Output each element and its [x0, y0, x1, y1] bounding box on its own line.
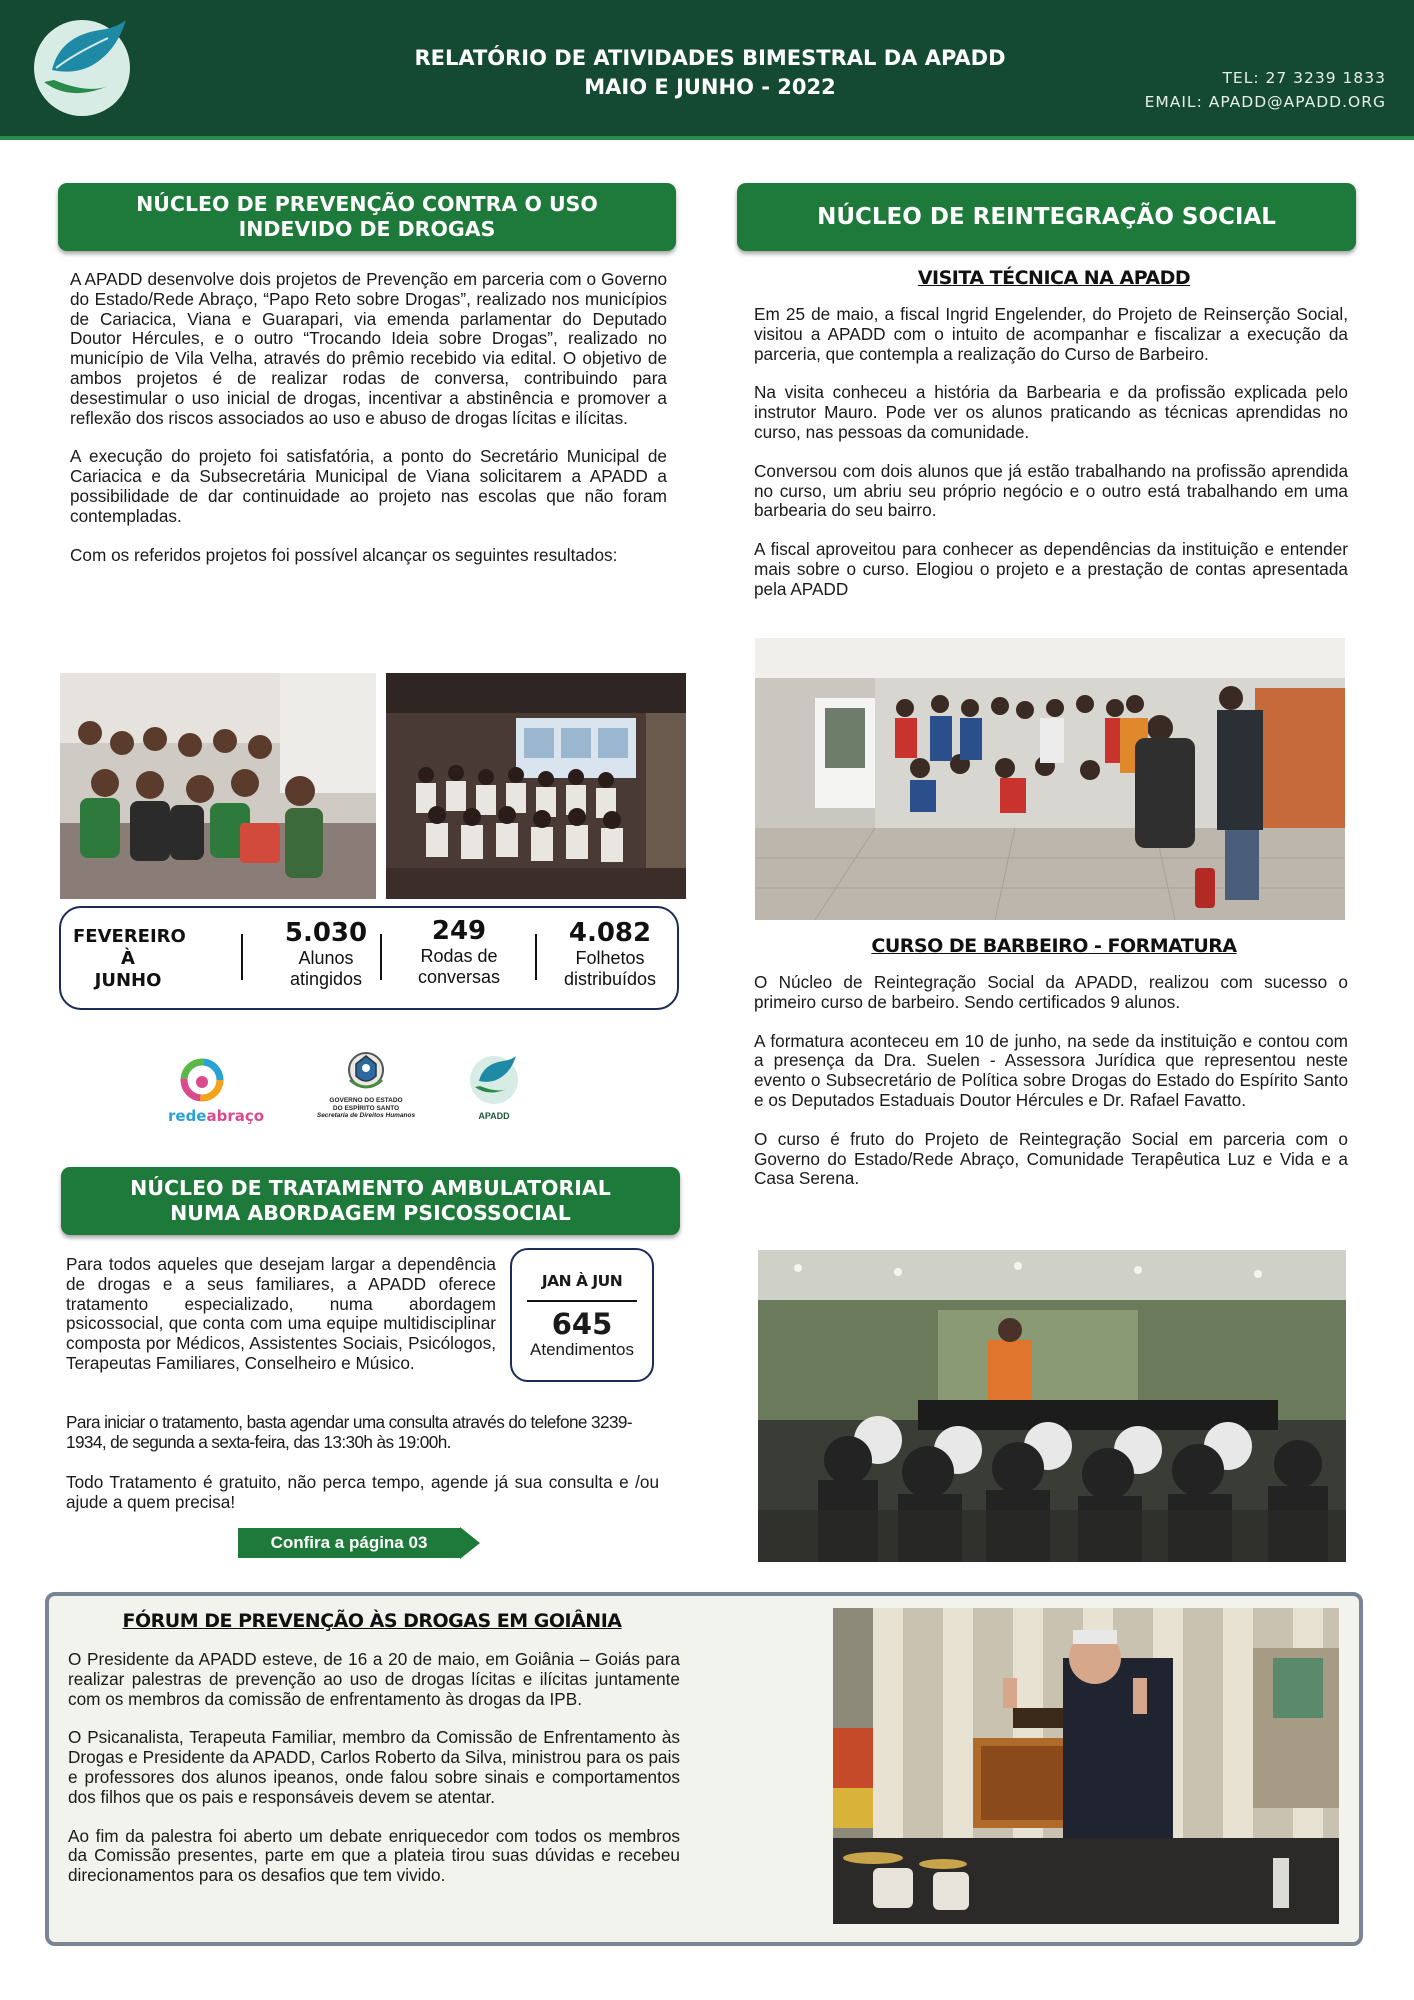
prevencao-text — [70, 270, 667, 565]
curso-barbeiro-text — [754, 973, 1348, 1189]
visita-paragraph-2: Na visita conheceu a história da Barbearia e da profissão explicada pelo instrutor Mauro. Pode ver os alunos praticando as técnicas aprendidas no curso, nas pessoas da comunidade. — [754, 382, 1348, 442]
ambulatorial-paragraph-3: Todo Tratamento é gratuito, não perca tempo, agende já sua consulta e /ou ajude a quem precisa! — [66, 1472, 659, 1512]
ambulatorial-banner-line2: NUMA ABORDAGEM PSICOSSOCIAL — [170, 1201, 571, 1225]
governo-es-text2: DO ESPÍRITO SANTO — [332, 1104, 400, 1112]
curso-paragraph-3: O curso é fruto do Projeto de Reintegração Social em parceria com o Governo do Estado/Rede Abraço, Comunidade Terapêutica Luz e Vida e a Casa Serena. — [754, 1128, 1348, 1189]
stat-divider — [535, 934, 537, 980]
governo-es-text1: GOVERNO DO ESTADO — [329, 1097, 403, 1104]
report-title — [320, 44, 1100, 102]
rede-abraco-text-b: abraço — [206, 1107, 265, 1125]
stat-period-line1: FEVEREIRO — [73, 926, 186, 947]
stat-divider — [380, 934, 382, 980]
atendimentos-period: JAN À JUN — [541, 1272, 623, 1290]
stat-alunos-label2: atingidos — [289, 969, 363, 989]
apadd-small-logo-text: APADD — [478, 1111, 510, 1121]
prevencao-banner — [58, 183, 676, 251]
stat-alunos-label1: Alunos — [298, 948, 354, 968]
header-divider — [0, 136, 1414, 140]
prevencao-results-box — [59, 906, 679, 1010]
forum-paragraph-2: O Psicanalista, Terapeuta Familiar, membro da Comissão de Enfrentamento às Drogas e Presidente da APADD, Carlos Roberto da Silva, ministrou para os pais e professores dos alunos ipeanos, onde falou sobre sinais e comportamentos dos filhos que os pais e responsáveis devem se atentar. — [68, 1727, 680, 1807]
forum-paragraph-1: O Presidente da APADD esteve, de 16 a 20 de maio, em Goiânia – Goiás para realizar palestras de prevenção ao uso de drogas lícitas e ilícitas juntamente com os membros da comissão de enfrentamento às drogas da IPB. — [68, 1649, 680, 1709]
email-text: EMAIL: APADD@APADD.ORG — [1144, 93, 1386, 111]
forum-speaker-photo — [833, 1608, 1339, 1924]
forum-heading: FÓRUM DE PREVENÇÃO ÀS DROGAS EM GOIÂNIA — [122, 1610, 622, 1632]
stat-period — [73, 926, 186, 992]
apadd-logo-icon — [30, 16, 134, 120]
barbearia-visita-photo — [755, 638, 1345, 920]
stat-rodas-label1: Rodas de — [420, 946, 498, 966]
stat-folhetos-value: 4.082 — [568, 918, 652, 948]
stat-alunos-value: 5.030 — [284, 918, 368, 948]
apadd-small-logo — [466, 1054, 522, 1126]
stat-folhetos — [545, 918, 675, 990]
rede-abraco-text-a: rede — [168, 1107, 207, 1125]
visita-tecnica-text — [754, 305, 1348, 600]
prevencao-paragraph-3: Com os referidos projetos foi possível alcançar os seguintes resultados: — [70, 544, 618, 565]
stat-rodas-value: 249 — [431, 916, 487, 946]
stat-period-line2: À — [121, 948, 135, 969]
confira-pagina-button[interactable]: Confira a página 03 — [238, 1528, 460, 1558]
governo-es-text3: Secretaria de Direitos Humanos — [316, 1112, 416, 1119]
stat-rodas-label2: conversas — [417, 967, 501, 987]
curso-paragraph-1: O Núcleo de Reintegração Social da APADD, realizou com sucesso o primeiro curso de barbeiro. Sendo certificados 9 alunos. — [754, 972, 1348, 1012]
ambulatorial-banner — [61, 1167, 680, 1235]
visita-paragraph-3: Conversou com dois alunos que já estão trabalhando na profissão aprendida no curso, um abriu seu próprio negócio e o outro está trabalhando em uma barbearia do seu bairro. — [754, 460, 1348, 521]
prevencao-banner-line1: NÚCLEO DE PREVENÇÃO CONTRA O USO — [136, 192, 598, 216]
stat-period-line3: JUNHO — [94, 970, 162, 991]
classroom-photo-1 — [60, 673, 376, 899]
ambulatorial-banner-line1: NÚCLEO DE TRATAMENTO AMBULATORIAL — [130, 1176, 611, 1200]
phone-text: TEL: 27 3239 1833 — [1222, 69, 1386, 87]
ambulatorial-text-1 — [66, 1255, 496, 1374]
atendimentos-box — [510, 1248, 654, 1382]
title-line-2: MAIO E JUNHO - 2022 — [584, 75, 836, 99]
curso-paragraph-2: A formatura aconteceu em 10 de junho, na sede da instituição e contou com a presença da Dra. Suelen - Assessora Jurídica que representou neste evento o Subsecretário de Política sobre Drogas do Estado do Espírito Santo e os Deputados Estaduais Doutor Hércules e Dr. Rafael Favatto. — [754, 1030, 1348, 1110]
reintegracao-banner — [737, 183, 1356, 251]
curso-barbeiro-heading: CURSO DE BARBEIRO - FORMATURA — [871, 935, 1237, 957]
stat-rodas — [399, 916, 519, 988]
page-header — [0, 0, 1414, 136]
stat-alunos — [261, 918, 391, 990]
formatura-photo — [758, 1250, 1346, 1562]
prevencao-banner-line2: INDEVIDO DE DROGAS — [238, 217, 496, 241]
visita-paragraph-4: A fiscal aproveitou para conhecer as dependências da instituição e entender mais sobre o curso. Elogiou o projeto e a prestação de contas apresentada pela APADD — [754, 539, 1348, 599]
stat-folhetos-label1: Folhetos — [575, 948, 645, 968]
contact-info — [1145, 66, 1386, 114]
play-arrow-icon — [460, 1527, 480, 1559]
classroom-photo-2 — [386, 673, 686, 899]
atendimentos-label: Atendimentos — [530, 1340, 634, 1359]
title-line-1: RELATÓRIO DE ATIVIDADES BIMESTRAL DA APADD — [414, 46, 1006, 70]
ambulatorial-text-3 — [66, 1473, 659, 1513]
reintegracao-banner-text: NÚCLEO DE REINTEGRAÇÃO SOCIAL — [817, 204, 1276, 230]
stat-divider — [241, 934, 243, 980]
stat-folhetos-label2: distribuídos — [563, 969, 657, 989]
ambulatorial-text-2 — [66, 1413, 662, 1453]
forum-text — [68, 1650, 680, 1886]
atendimentos-divider — [527, 1300, 637, 1302]
atendimentos-value: 645 — [551, 1307, 613, 1341]
rede-abraco-logo — [168, 1056, 280, 1126]
prevencao-paragraph-2: A execução do projeto foi satisfatória, a ponto do Secretário Municipal de Cariacica e da Subsecretária Municipal de Viana solicitarem a APADD a possibilidade de dar continuidade ao projeto nas escolas que não foram contempladas. — [70, 446, 667, 526]
ambulatorial-paragraph-2: Para iniciar o tratamento, basta agendar uma consulta através do telefone 3239-1934, de segunda a sexta-feira, das 13:30h às 19:00h. — [66, 1412, 632, 1452]
visita-tecnica-heading: VISITA TÉCNICA NA APADD — [917, 267, 1191, 289]
forum-box — [45, 1592, 1363, 1946]
ambulatorial-paragraph-1: Para todos aqueles que desejam largar a dependência de drogas e a seus familiares, a APADD oferece tratamento especializado, numa abordagem psicossocial, que conta com uma equipe multidisciplinar composta por Médicos, Assistentes Sociais, Psicólogos, Terapeutas Familiares, Conselheiro e Músico. — [66, 1254, 496, 1373]
prevencao-paragraph-1: A APADD desenvolve dois projetos de Prevenção em parceria com o Governo do Estado/Rede Abraço, “Papo Reto sobre Drogas”, realizado nos municípios de Cariacica, Viana e Guarapari, via emenda parlamentar do Deputado Doutor Hércules, e o outro “Trocando Ideia sobre Drogas”, realizado no município de Vila Velha, através do prêmio recebido via edital. O objetivo de ambos projetos é de realizar rodas de conversa, contribuindo para desestimular o uso inicial de drogas, incentivar a abstinência e promover a reflexão dos riscos associados ao uso e abuso de drogas lícitas e ilícitas. — [70, 269, 667, 428]
governo-es-brasao — [314, 1050, 418, 1130]
visita-paragraph-1: Em 25 de maio, a fiscal Ingrid Engelender, do Projeto de Reinserção Social, visitou a APADD com o intuito de acompanhar e fiscalizar a execução da parceria, que contempla a realização do Curso de Barbeiro. — [754, 304, 1348, 364]
forum-paragraph-3: Ao fim da palestra foi aberto um debate enriquecedor com todos os membros da Comissão presentes, parte em que a plateia tirou suas dúvidas e recebeu direcionamentos para os desafios que tem vivido. — [68, 1825, 680, 1886]
